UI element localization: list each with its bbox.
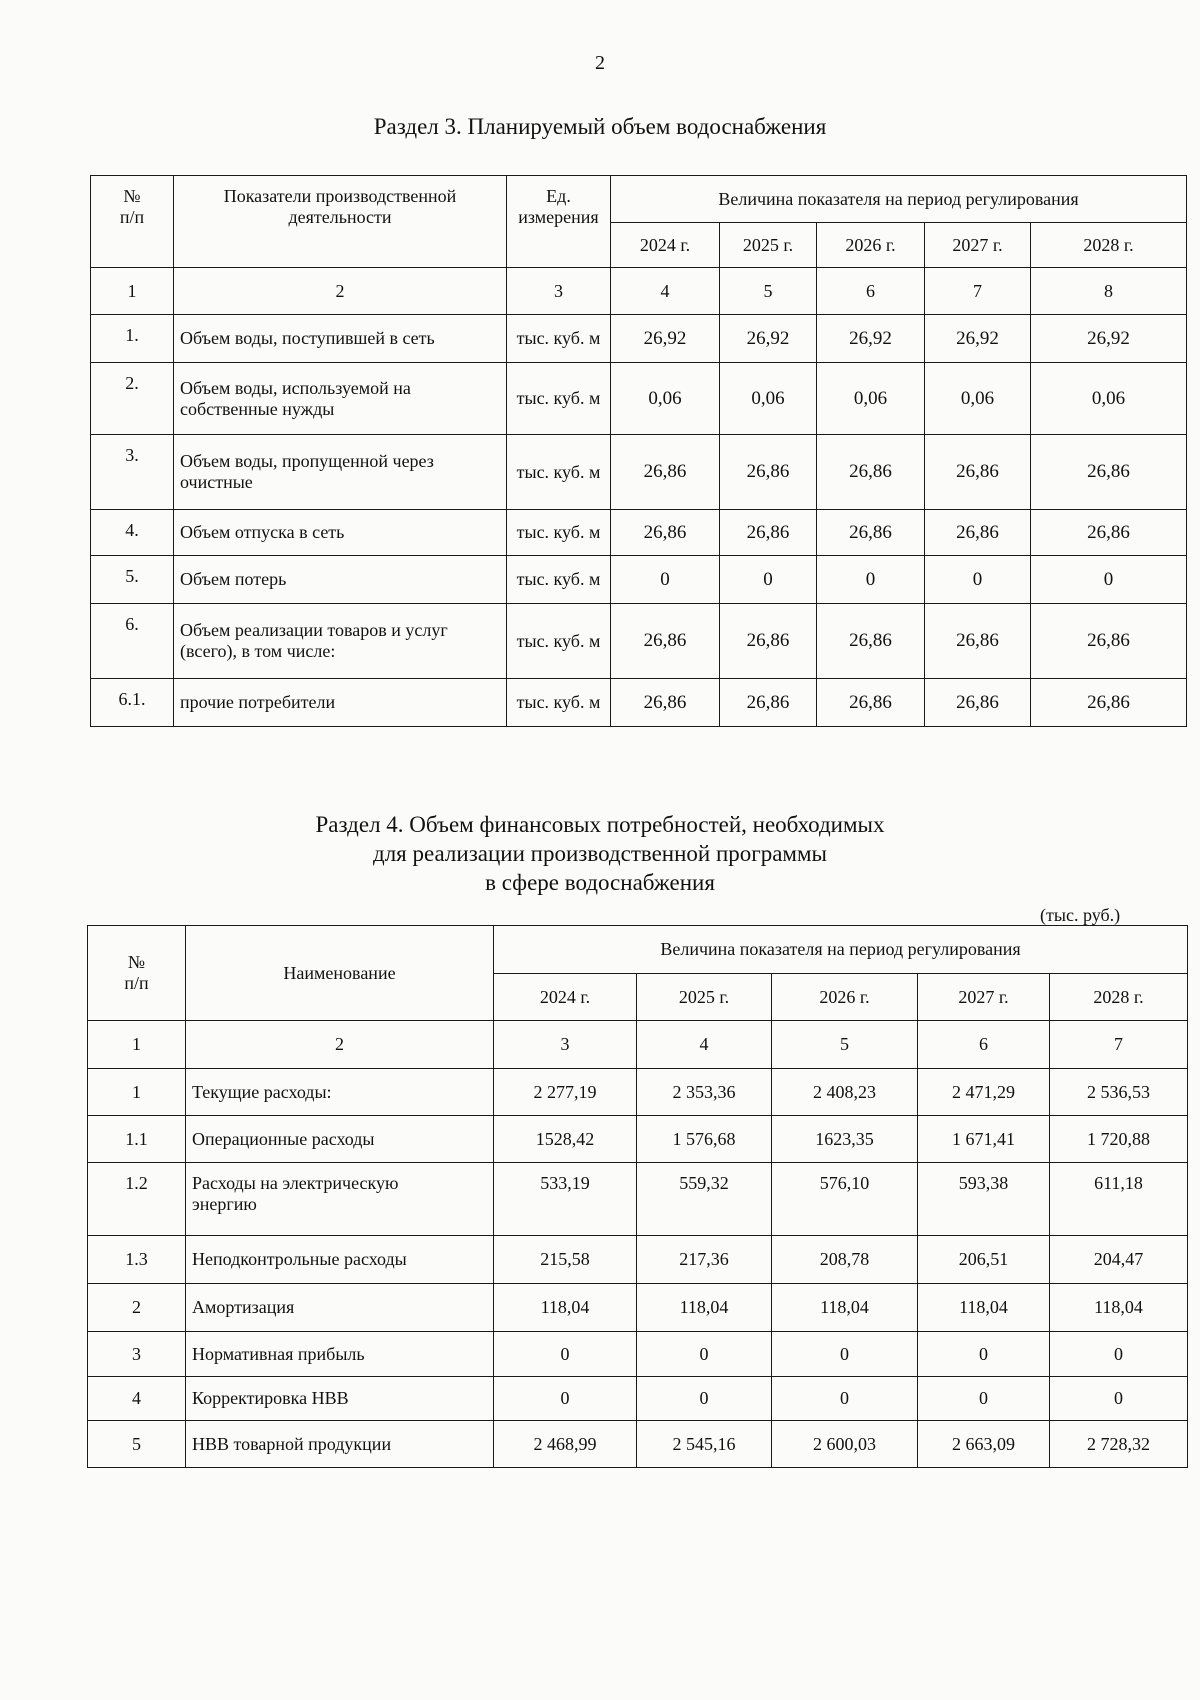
row-number: 2	[88, 1284, 186, 1332]
table-row	[88, 1236, 1188, 1284]
row-value: 611,18	[1050, 1163, 1188, 1236]
header-year: 2026 г.	[817, 223, 925, 268]
header-year: 2024 г.	[611, 223, 720, 268]
row-indicator: Объем потерь	[174, 556, 507, 604]
row-value: 0	[720, 556, 817, 604]
row-value: 0	[494, 1332, 637, 1377]
row-value: 26,86	[611, 435, 720, 510]
column-number-row	[88, 1021, 1188, 1069]
table-row	[88, 1377, 1188, 1421]
header-indicator: Показатели производственной деятельности	[174, 176, 507, 268]
row-unit: тыс. куб. м	[507, 556, 611, 604]
row-value: 533,19	[494, 1163, 637, 1236]
column-number: 3	[507, 268, 611, 315]
row-value: 2 663,09	[918, 1421, 1050, 1468]
table-row	[91, 315, 1187, 363]
row-value: 0	[637, 1332, 772, 1377]
table-row	[91, 363, 1187, 435]
row-value: 1 720,88	[1050, 1116, 1188, 1163]
column-number: 1	[91, 268, 174, 315]
row-value: 0	[1050, 1377, 1188, 1421]
row-value: 26,86	[817, 679, 925, 727]
column-number: 6	[918, 1021, 1050, 1069]
row-value: 0	[1031, 556, 1187, 604]
table-row	[91, 510, 1187, 556]
row-value: 1623,35	[772, 1116, 918, 1163]
row-name: НВВ товарной продукции	[186, 1421, 494, 1468]
header-year: 2025 г.	[720, 223, 817, 268]
row-value: 593,38	[918, 1163, 1050, 1236]
row-value: 0	[918, 1377, 1050, 1421]
column-number: 5	[772, 1021, 918, 1069]
column-number: 4	[611, 268, 720, 315]
row-value: 26,92	[720, 315, 817, 363]
row-value: 2 536,53	[1050, 1069, 1188, 1116]
row-value: 206,51	[918, 1236, 1050, 1284]
row-indicator: Объем реализации товаров и услуг (всего), в том числе:	[174, 604, 507, 679]
header-unit: Ед. измерения	[507, 176, 611, 268]
row-value: 1 576,68	[637, 1116, 772, 1163]
row-value: 26,86	[611, 604, 720, 679]
row-number: 1.3	[88, 1236, 186, 1284]
table-row	[88, 1116, 1188, 1163]
row-value: 2 600,03	[772, 1421, 918, 1468]
column-number-row	[91, 268, 1187, 315]
header-num: № п/п	[91, 176, 174, 268]
header-num: № п/п	[88, 926, 186, 1021]
row-value: 1 671,41	[918, 1116, 1050, 1163]
row-name: Расходы на электрическую энергию	[186, 1163, 494, 1236]
row-value: 26,86	[925, 510, 1031, 556]
row-value: 118,04	[918, 1284, 1050, 1332]
row-value: 118,04	[772, 1284, 918, 1332]
row-value: 2 471,29	[918, 1069, 1050, 1116]
column-number: 5	[720, 268, 817, 315]
row-name: Нормативная прибыль	[186, 1332, 494, 1377]
header-year: 2027 г.	[918, 974, 1050, 1021]
row-value: 208,78	[772, 1236, 918, 1284]
row-value: 2 468,99	[494, 1421, 637, 1468]
row-name: Неподконтрольные расходы	[186, 1236, 494, 1284]
row-value: 26,86	[1031, 435, 1187, 510]
row-value: 215,58	[494, 1236, 637, 1284]
row-name: Амортизация	[186, 1284, 494, 1332]
row-value: 559,32	[637, 1163, 772, 1236]
row-value: 26,86	[817, 604, 925, 679]
table-row	[88, 1284, 1188, 1332]
row-value: 204,47	[1050, 1236, 1188, 1284]
row-value: 118,04	[1050, 1284, 1188, 1332]
row-unit: тыс. куб. м	[507, 679, 611, 727]
row-value: 26,86	[720, 679, 817, 727]
row-value: 26,86	[925, 604, 1031, 679]
row-value: 0	[772, 1332, 918, 1377]
row-number: 4	[88, 1377, 186, 1421]
row-number: 5	[88, 1421, 186, 1468]
table-row	[91, 604, 1187, 679]
row-unit: тыс. куб. м	[507, 510, 611, 556]
row-number: 4.	[91, 510, 174, 556]
row-value: 0	[772, 1377, 918, 1421]
table-row	[88, 1332, 1188, 1377]
row-value: 2 728,32	[1050, 1421, 1188, 1468]
row-number: 2.	[91, 363, 174, 435]
row-value: 26,92	[925, 315, 1031, 363]
row-value: 0,06	[817, 363, 925, 435]
row-value: 0,06	[720, 363, 817, 435]
row-value: 0	[918, 1332, 1050, 1377]
row-value: 0	[637, 1377, 772, 1421]
row-number: 3	[88, 1332, 186, 1377]
column-number: 6	[817, 268, 925, 315]
row-value: 0	[611, 556, 720, 604]
row-number: 1.	[91, 315, 174, 363]
row-unit: тыс. куб. м	[507, 315, 611, 363]
table-row	[88, 1163, 1188, 1236]
header-year: 2027 г.	[925, 223, 1031, 268]
row-number: 1.2	[88, 1163, 186, 1236]
row-value: 26,86	[720, 435, 817, 510]
row-value: 26,92	[817, 315, 925, 363]
row-number: 5.	[91, 556, 174, 604]
column-number: 1	[88, 1021, 186, 1069]
table-row	[91, 556, 1187, 604]
header-year: 2028 г.	[1050, 974, 1188, 1021]
row-value: 26,86	[925, 679, 1031, 727]
row-value: 576,10	[772, 1163, 918, 1236]
row-value: 26,86	[611, 510, 720, 556]
table-row	[88, 1421, 1188, 1468]
row-number: 1	[88, 1069, 186, 1116]
section3-title: Раздел 3. Планируемый объем водоснабжения	[373, 114, 827, 139]
row-value: 26,86	[720, 510, 817, 556]
row-indicator: Объем воды, пропущенной через очистные	[174, 435, 507, 510]
row-value: 26,92	[1031, 315, 1187, 363]
column-number: 3	[494, 1021, 637, 1069]
header-year: 2025 г.	[637, 974, 772, 1021]
unit-note: (тыс. руб.)	[1040, 905, 1121, 925]
row-value: 0	[817, 556, 925, 604]
row-unit: тыс. куб. м	[507, 604, 611, 679]
row-indicator: Объем воды, поступившей в сеть	[174, 315, 507, 363]
row-value: 26,86	[817, 435, 925, 510]
row-value: 26,86	[1031, 679, 1187, 727]
header-period: Величина показателя на период регулирования	[611, 176, 1187, 223]
row-value: 2 277,19	[494, 1069, 637, 1116]
column-number: 2	[186, 1021, 494, 1069]
row-value: 0,06	[1031, 363, 1187, 435]
column-number: 4	[637, 1021, 772, 1069]
row-value: 2 408,23	[772, 1069, 918, 1116]
row-name: Корректировка НВВ	[186, 1377, 494, 1421]
row-value: 0	[1050, 1332, 1188, 1377]
row-value: 1528,42	[494, 1116, 637, 1163]
column-number: 8	[1031, 268, 1187, 315]
row-name: Операционные расходы	[186, 1116, 494, 1163]
row-value: 2 545,16	[637, 1421, 772, 1468]
column-number: 2	[174, 268, 507, 315]
row-indicator: Объем отпуска в сеть	[174, 510, 507, 556]
row-name: Текущие расходы:	[186, 1069, 494, 1116]
row-number: 6.	[91, 604, 174, 679]
page-number: 2	[595, 52, 605, 74]
financial-needs-table	[87, 925, 1188, 1468]
row-value: 26,86	[817, 510, 925, 556]
row-indicator: Объем воды, используемой на собственные нужды	[174, 363, 507, 435]
row-value: 0,06	[611, 363, 720, 435]
row-value: 217,36	[637, 1236, 772, 1284]
row-value: 26,86	[720, 604, 817, 679]
row-unit: тыс. куб. м	[507, 363, 611, 435]
row-value: 26,86	[611, 679, 720, 727]
row-value: 118,04	[494, 1284, 637, 1332]
row-value: 2 353,36	[637, 1069, 772, 1116]
row-number: 3.	[91, 435, 174, 510]
row-value: 0	[925, 556, 1031, 604]
water-supply-volume-table	[90, 175, 1187, 727]
column-number: 7	[925, 268, 1031, 315]
row-number: 1.1	[88, 1116, 186, 1163]
table-row	[91, 679, 1187, 727]
header-period: Величина показателя на период регулирования	[494, 926, 1188, 974]
row-value: 26,92	[611, 315, 720, 363]
header-year: 2026 г.	[772, 974, 918, 1021]
row-value: 26,86	[925, 435, 1031, 510]
header-year: 2028 г.	[1031, 223, 1187, 268]
row-value: 0,06	[925, 363, 1031, 435]
header-name: Наименование	[186, 926, 494, 1021]
row-unit: тыс. куб. м	[507, 435, 611, 510]
row-indicator: прочие потребители	[174, 679, 507, 727]
table-row	[91, 435, 1187, 510]
row-value: 26,86	[1031, 604, 1187, 679]
header-year: 2024 г.	[494, 974, 637, 1021]
column-number: 7	[1050, 1021, 1188, 1069]
table-row	[88, 1069, 1188, 1116]
row-value: 118,04	[637, 1284, 772, 1332]
row-number: 6.1.	[91, 679, 174, 727]
row-value: 0	[494, 1377, 637, 1421]
section4-title: Раздел 4. Объем финансовых потребностей, необходимых для реализации производственной программы в сфере водоснабжения	[315, 812, 885, 895]
row-value: 26,86	[1031, 510, 1187, 556]
